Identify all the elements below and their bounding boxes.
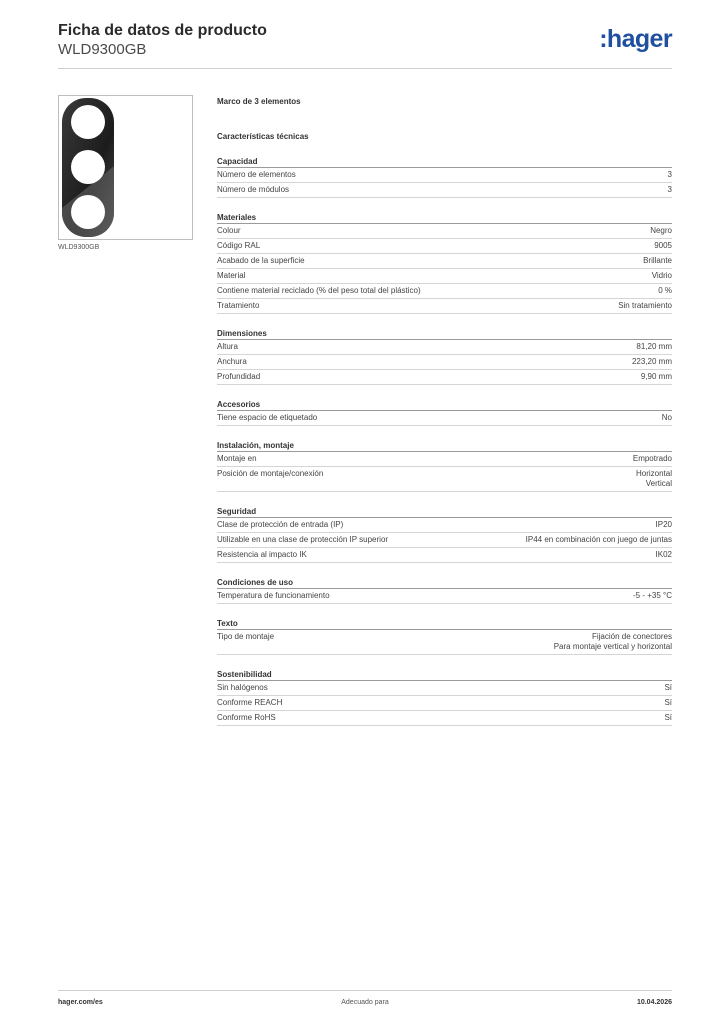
product-image [58, 95, 193, 240]
frame-3-elements-icon [59, 96, 192, 239]
spec-row [217, 370, 672, 385]
spec-label: Tipo de montaje [217, 632, 275, 641]
spec-row [217, 696, 672, 711]
spec-row [217, 269, 672, 284]
spec-value: Vidrio [651, 271, 672, 280]
spec-value: 223,20 mm [631, 357, 672, 366]
section-title: Seguridad [217, 506, 672, 518]
spec-value: Fijación de conectores Para montaje vertical y horizontal [553, 632, 672, 651]
spec-label: Código RAL [217, 241, 261, 250]
product-name: Marco de 3 elementos [217, 97, 301, 106]
spec-value: IP44 en combinación con juego de juntas [525, 535, 672, 544]
spec-value: Sí [664, 713, 672, 722]
spec-value: No [661, 413, 672, 422]
document-title: Ficha de datos de producto [58, 22, 267, 39]
spec-row [217, 533, 672, 548]
spec-row [217, 340, 672, 355]
section-title: Materiales [217, 212, 672, 224]
spec-row [217, 518, 672, 533]
footer-date: 10.04.2026 [636, 999, 672, 1006]
spec-label: Conforme RoHS [217, 713, 276, 722]
section-title: Instalación, montaje [217, 440, 672, 452]
spec-label: Material [217, 271, 246, 280]
page-header [58, 22, 672, 69]
spec-value: 3 [667, 170, 672, 179]
spec-value: 9005 [654, 241, 672, 250]
spec-label: Altura [217, 342, 238, 351]
spec-row [217, 589, 672, 604]
spec-label: Contiene material reciclado (% del peso total del plástico) [217, 286, 421, 295]
spec-section [217, 669, 672, 726]
spec-row [217, 183, 672, 198]
section-title: Condiciones de uso [217, 577, 672, 589]
spec-section [217, 328, 672, 385]
spec-label: Resistencia al impacto IK [217, 550, 307, 559]
spec-label: Colour [217, 226, 241, 235]
spec-value: IP20 [655, 520, 672, 529]
spec-label: Tratamiento [217, 301, 260, 310]
spec-value: IK02 [655, 550, 672, 559]
spec-section [217, 440, 672, 492]
spec-label: Anchura [217, 357, 247, 366]
spec-label: Posición de montaje/conexión [217, 469, 324, 478]
spec-row [217, 299, 672, 314]
spec-value: 81,20 mm [636, 342, 672, 351]
spec-value: 0 % [658, 286, 672, 295]
spec-row [217, 711, 672, 726]
spec-row [217, 239, 672, 254]
spec-row [217, 452, 672, 467]
spec-label: Montaje en [217, 454, 257, 463]
spec-label: Número de módulos [217, 185, 290, 194]
spec-label: Utilizable en una clase de protección IP superior [217, 535, 389, 544]
spec-label: Temperatura de funcionamiento [217, 591, 330, 600]
spec-value: Sin tratamiento [618, 301, 672, 310]
spec-value: Brillante [643, 256, 672, 265]
footer-website[interactable]: hager.com/es [58, 999, 103, 1006]
spec-row [217, 254, 672, 269]
spec-section [217, 212, 672, 314]
spec-section [217, 618, 672, 655]
spec-row [217, 681, 672, 696]
spec-row [217, 630, 672, 655]
spec-label: Clase de protección de entrada (IP) [217, 520, 344, 529]
spec-section [217, 506, 672, 563]
spec-row [217, 548, 672, 563]
spec-section [217, 399, 672, 426]
spec-row [217, 168, 672, 183]
spec-row [217, 411, 672, 426]
product-reference: WLD9300GB [58, 41, 147, 58]
spec-label: Profundidad [217, 372, 261, 381]
section-title: Capacidad [217, 156, 672, 168]
spec-content [217, 96, 672, 726]
spec-value: Negro [650, 226, 672, 235]
spec-label: Conforme REACH [217, 698, 283, 707]
spec-value: 3 [667, 185, 672, 194]
spec-row [217, 224, 672, 239]
section-title: Accesorios [217, 399, 672, 411]
spec-row [217, 355, 672, 370]
page-footer [58, 990, 672, 1010]
hager-logo: :hager [599, 25, 672, 53]
spec-label: Número de elementos [217, 170, 296, 179]
section-title: Texto [217, 618, 672, 630]
spec-section [217, 577, 672, 604]
spec-row [217, 467, 672, 492]
footer-suitable-for: Adecuado para [341, 999, 389, 1006]
spec-value: Sí [664, 683, 672, 692]
section-title: Dimensiones [217, 328, 672, 340]
section-title: Sostenibilidad [217, 669, 672, 681]
spec-value: Empotrado [632, 454, 672, 463]
product-image-caption: WLD9300GB [58, 244, 100, 251]
spec-value: -5 - +35 °C [633, 591, 672, 600]
spec-value: Horizontal Vertical [635, 469, 672, 488]
spec-value: 9,90 mm [640, 372, 672, 381]
spec-label: Tiene espacio de etiquetado [217, 413, 318, 422]
tech-characteristics-heading: Características técnicas [217, 132, 309, 141]
spec-sections [217, 156, 672, 726]
spec-section [217, 156, 672, 198]
spec-label: Acabado de la superficie [217, 256, 305, 265]
spec-value: Sí [664, 698, 672, 707]
spec-label: Sin halógenos [217, 683, 268, 692]
spec-row [217, 284, 672, 299]
